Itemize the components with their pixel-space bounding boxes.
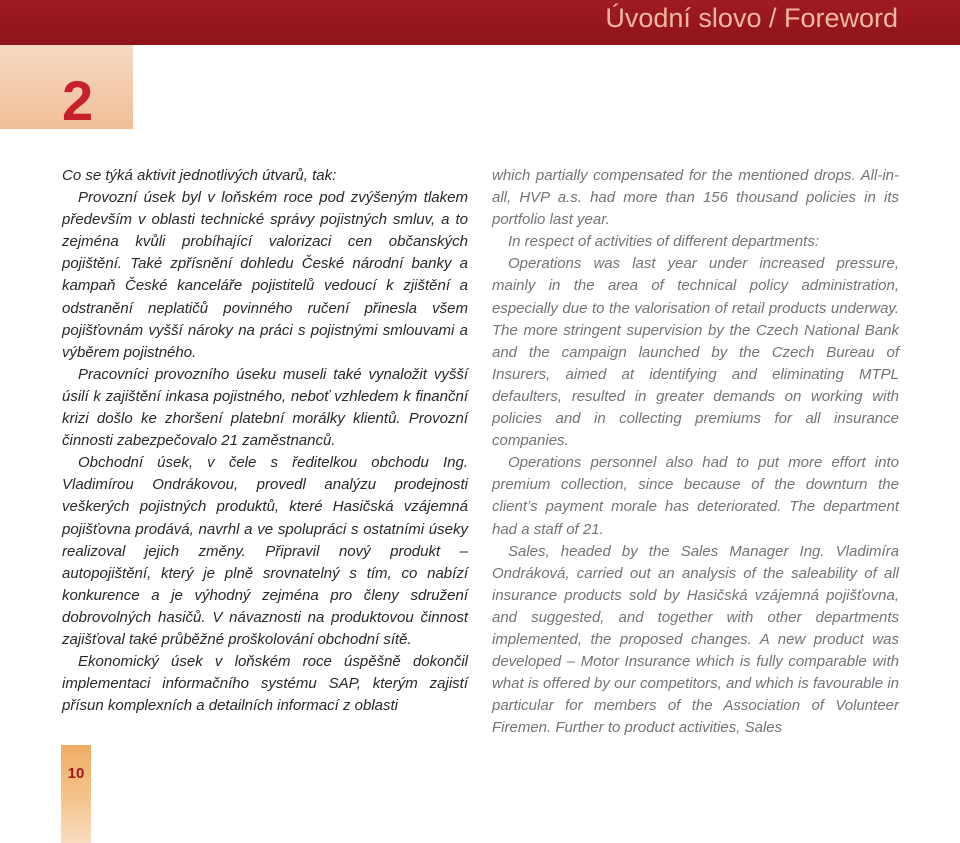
- header-band: [0, 0, 960, 45]
- czech-text-column: [62, 165, 468, 717]
- page-number-box: [61, 745, 91, 843]
- paragraph-sales-en: Sales, headed by the Sales Manager Ing. Vladimíra Ondráková, carried out an analysis of the saleability of all insurance products sold by Hasičská vzájemná pojišťovna, and suggested, and together with other departments implemented, the proposed changes. A new product was developed – Motor Insurance which is fully comparable with what is offered by our competitors, and which is favourable in particular for members of the Association of Volunteer Firemen. Further to product activities, Sales: [492, 542, 899, 737]
- english-text-column: [492, 165, 899, 739]
- paragraph-departments-intro: In respect of activities of different departments:: [508, 233, 819, 251]
- paragraph-economics: Ekonomický úsek v loňském roce úspěšně dokončil implementaci informačního systému SAP, kterým zajistí přísun komplexních a detailních informací z oblasti: [62, 653, 468, 715]
- paragraph-operations-staff-en: Operations personnel also had to put more effort into premium collection, since because of the downturn the client’s payment morale has deteriorated. The department had a staff of 21.: [492, 454, 899, 538]
- paragraph-operations-en: Operations was last year under increased pressure, mainly in the area of technical policy administration, especially due to the valorisation of retail products underway. The more stringent supervision by the Czech National Bank and the campaign launched by the Czech Bureau of Insurers, aimed at identifying and eliminating MTPL defaulters, resulted in greater demands on working with policies and in collecting premiums for all insurance companies.: [492, 255, 899, 450]
- chapter-number: 2: [62, 69, 94, 132]
- paragraph-sales: Obchodní úsek, v čele s ředitelkou obchodu Ing. Vladimírou Ondrákovou, provedl analýzu prodejnosti veškerých pojistných produktů, které Hasičská vzájemná pojišťovna prodává, navrhl a ve spolupráci s ostatními úseky realizoval jejich změny. Připravil nový produkt – autopojištění, který je plně srovnatelný s tím, co nabízí konkurence a je výhodný zejména pro členy sdružení dobrovolných hasičů. V návaznosti na produktovou činnost zajišťoval také průběžné proškolování obchodní sítě.: [62, 454, 468, 648]
- chapter-box: [0, 45, 133, 132]
- page-number: 10: [67, 765, 85, 782]
- section-title: Úvodní slovo / Foreword: [605, 3, 898, 33]
- paragraph-portfolio: which partially compensated for the mentioned drops. All-in-all, HVP a.s. had more than 156 thousand policies in its portfolio last year.: [492, 167, 899, 229]
- paragraph-intro: Co se týká aktivit jednotlivých útvarů, tak:: [62, 167, 337, 184]
- paragraph-operations-staff: Pracovníci provozního úseku museli také vynaložit vyšší úsilí k zajištění inkasa pojistného, neboť vzhledem k finanční krizi došlo ke zhoršení platební morálky klientů. Provozní činnosti zabezpečovalo 21 zaměstnanců.: [62, 365, 468, 450]
- paragraph-operations: Provozní úsek byl v loňském roce pod zvýšeným tlakem především v oblasti technické správy pojistných smluv, a to zejména kvůli probíhající valorizaci cen občanských pojištění. Také zpřísnění dohledu České národní banky a kampaň České kanceláře pojistitelů vedoucí k zjištění a odstranění neplatičů povinného ručení přinesla všem pojišťovnám vyšší nároky na práci s pojistnými smlouvami a výběrem pojistného.: [62, 189, 468, 361]
